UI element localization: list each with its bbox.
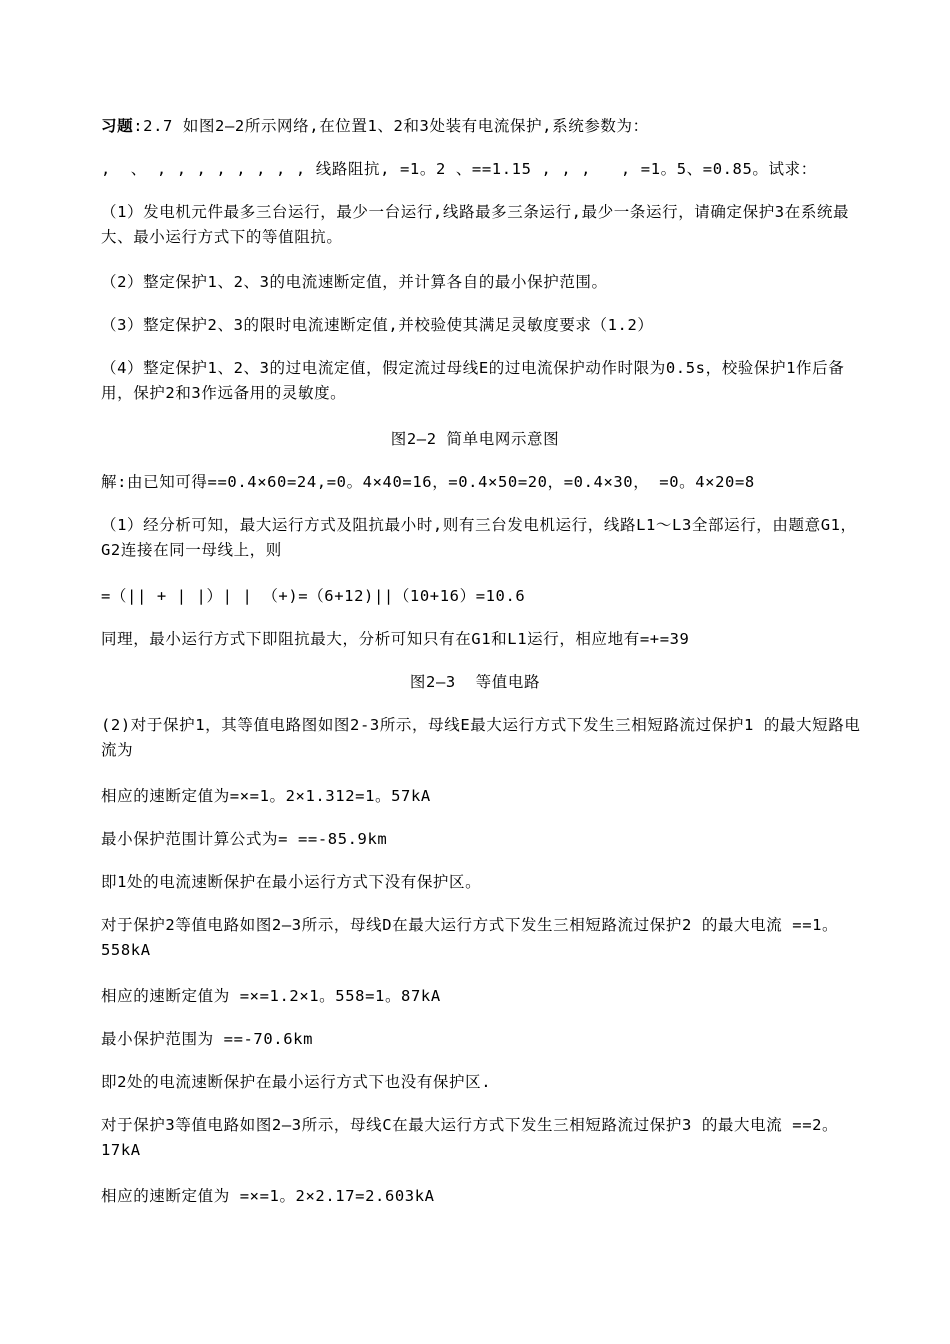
part2-line-5: 对于保护2等值电路如图2—3所示，母线D在最大运行方式下发生三相短路流过保护2 的最大电流 ==1。558kA bbox=[101, 916, 839, 959]
part2-line-3: 最小保护范围计算公式为= ==-85.9km bbox=[101, 830, 388, 848]
exercise-params: , 、 , , , , , , , , 线路阻抗, =1。2 、==1.15 , , , , =1。5、=0.85。试求： bbox=[101, 160, 817, 178]
part2-line-10: 相应的速断定值为 =×=1。2×2.17=2.603kA bbox=[101, 1187, 435, 1205]
part2-line-8: 即2处的电流速断保护在最小运行方式下也没有保护区. bbox=[101, 1073, 492, 1091]
question-1: （1）发电机元件最多三台运行，最少一台运行,线路最多三条运行,最少一条运行，请确定保护3在系统最大、最小运行方式下的等值阻抗。 bbox=[101, 203, 850, 246]
figure-2-3-caption: 图2—3 等值电路 bbox=[409, 673, 541, 691]
part2-line-9: 对于保护3等值电路如图2—3所示，母线C在最大运行方式下发生三相短路流过保护3 的最大电流 ==2。17kA bbox=[101, 1116, 839, 1159]
question-3: （3）整定保护2、3的限时电流速断定值,并校验使其满足灵敏度要求（1.2） bbox=[101, 316, 654, 334]
part2-line-1: (2)对于保护1，其等值电路图如图2-3所示，母线E最大运行方式下发生三相短路流过保护1 的最大短路电流为 bbox=[101, 716, 861, 759]
part2-line-7: 最小保护范围为 ==-70.6km bbox=[101, 1030, 314, 1048]
part2-line-6: 相应的速断定值为 =×=1.2×1。558=1。87kA bbox=[101, 987, 441, 1005]
exercise-label: 习题 bbox=[101, 117, 134, 135]
question-2: （2）整定保护1、2、3的电流速断定值，并计算各自的最小保护范围。 bbox=[101, 273, 608, 291]
solution-line-3: =（|| + | |）| | （+)=（6+12)||（10+16）=10.6 bbox=[101, 587, 526, 605]
solution-line-4: 同理，最小运行方式下即阻抗最大，分析可知只有在G1和L1运行，相应地有=+=39 bbox=[101, 630, 690, 648]
solution-line-1: 解:由已知可得==0.4×60=24,=0。4×40=16，=0.4×50=20，=0.4×30， =0。4×20=8 bbox=[101, 473, 755, 491]
exercise-intro bbox=[101, 114, 861, 139]
part2-line-4: 即1处的电流速断保护在最小运行方式下没有保护区。 bbox=[101, 873, 482, 891]
figure-2-2-caption: 图2—2 简单电网示意图 bbox=[390, 430, 560, 448]
question-4: （4）整定保护1、2、3的过电流定值，假定流过母线E的过电流保护动作时限为0.5s，校验保护1作后备用，保护2和3作远备用的灵敏度。 bbox=[101, 359, 845, 402]
part2-line-2: 相应的速断定值为=×=1。2×1.312=1。57kA bbox=[101, 787, 431, 805]
solution-line-2: （1）经分析可知，最大运行方式及阻抗最小时,则有三台发电机运行，线路L1～L3全部运行，由题意G1，G2连接在同一母线上，则 bbox=[101, 516, 857, 559]
exercise-intro-text: :2.7 如图2—2所示网络,在位置1、2和3处装有电流保护,系统参数为： bbox=[133, 117, 649, 135]
